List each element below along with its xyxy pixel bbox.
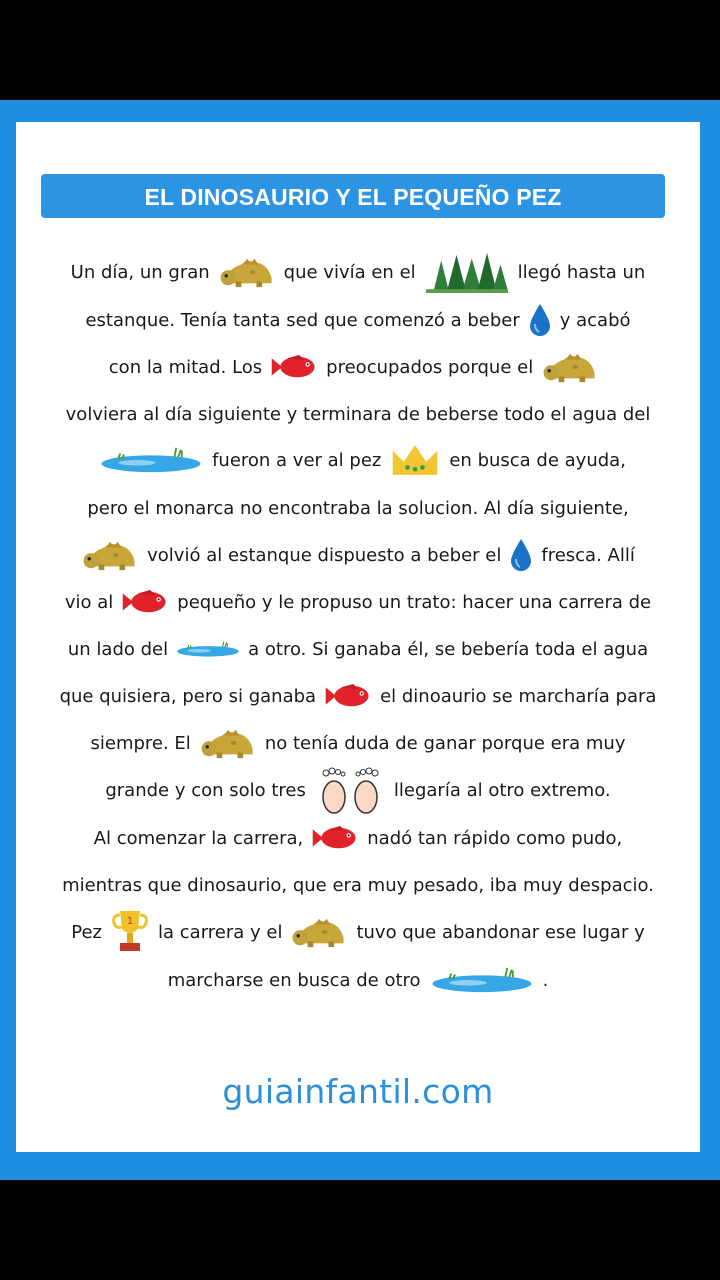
story-line-8	[16, 582, 700, 622]
brand-link[interactable]: guiainfantil.com	[222, 1072, 494, 1111]
text: el dinoaurio se marcharía para	[380, 685, 657, 707]
pond-icon	[176, 639, 240, 659]
text: que vivía en el	[283, 261, 416, 283]
text: marcharse en busca de otro	[167, 969, 421, 991]
dinosaur-icon	[218, 255, 276, 289]
text: fresca. Allí	[541, 544, 635, 566]
text: a otro. Si ganaba él, se bebería toda el agua	[248, 638, 649, 660]
story-line-10	[16, 676, 700, 716]
text: no tenía duda de ganar porque era muy	[264, 732, 626, 754]
dinosaur-icon	[199, 726, 257, 760]
text: volvió al estanque dispuesto a beber el	[147, 544, 502, 566]
fish-icon	[270, 352, 318, 382]
text: en busca de ayuda,	[449, 449, 626, 471]
story-line-7	[16, 535, 700, 575]
text: que quisiera, pero si ganaba	[59, 685, 317, 707]
story-title: EL DINOSAURIO Y EL PEQUEÑO PEZ	[41, 174, 665, 218]
dinosaur-icon	[541, 350, 599, 384]
water-drop-icon	[528, 302, 552, 338]
text: .	[542, 969, 549, 991]
pond-icon	[98, 446, 204, 474]
story-line-11	[16, 723, 700, 763]
dinosaur-icon	[81, 538, 139, 572]
story-line-2	[16, 300, 700, 340]
fish-icon	[121, 587, 169, 617]
story-line-6	[16, 488, 700, 528]
text: y acabó	[559, 309, 631, 331]
pond-icon	[429, 966, 535, 994]
text: llegaría al otro extremo.	[393, 779, 611, 801]
text: tuvo que abandonar ese lugar y	[356, 921, 645, 943]
story-line-15	[16, 912, 700, 952]
fish-icon	[324, 681, 372, 711]
story-line-14	[16, 865, 700, 905]
text: grande y con solo tres	[105, 779, 306, 801]
fish-icon	[311, 823, 359, 853]
story-line-16	[16, 960, 700, 1000]
text: Pez	[71, 921, 103, 943]
text: llegó hasta un	[517, 261, 646, 283]
text: Al comenzar la carrera,	[93, 827, 304, 849]
water-drop-icon	[509, 537, 533, 573]
text: fueron a ver al pez	[212, 449, 382, 471]
story-line-13	[16, 818, 700, 858]
story-line-5	[16, 440, 700, 480]
text: pequeño y le propuso un trato: hacer una carrera de	[177, 591, 652, 613]
trophy-icon	[110, 909, 150, 955]
text: estanque. Tenía tanta sed que comenzó a beber	[85, 309, 520, 331]
text: nadó tan rápido como pudo,	[367, 827, 623, 849]
text: la carrera y el	[158, 921, 283, 943]
text: siempre. El	[90, 732, 191, 754]
text: con la mitad. Los	[108, 356, 263, 378]
page-frame	[0, 100, 720, 1180]
text: mientras que dinosaurio, que era muy pesado, iba muy despacio.	[62, 874, 654, 896]
footprints-icon	[314, 765, 386, 815]
dinosaur-icon	[290, 915, 348, 949]
story-line-12	[16, 770, 700, 810]
forest-icon	[424, 251, 510, 293]
text: pero el monarca no encontraba la solucion. Al día siguiente,	[87, 497, 629, 519]
text: volviera al día siguiente y terminara de beberse todo el agua del	[65, 403, 651, 425]
text: preocupados porque el	[326, 356, 534, 378]
text: Un día, un gran	[70, 261, 210, 283]
story-line-4	[16, 394, 700, 434]
story-line-1	[16, 252, 700, 292]
story-card	[16, 122, 700, 1152]
text: un lado del	[67, 638, 169, 660]
crown-icon	[389, 441, 441, 479]
story-line-3	[16, 347, 700, 387]
text: vio al	[64, 591, 114, 613]
story-line-9	[16, 629, 700, 669]
